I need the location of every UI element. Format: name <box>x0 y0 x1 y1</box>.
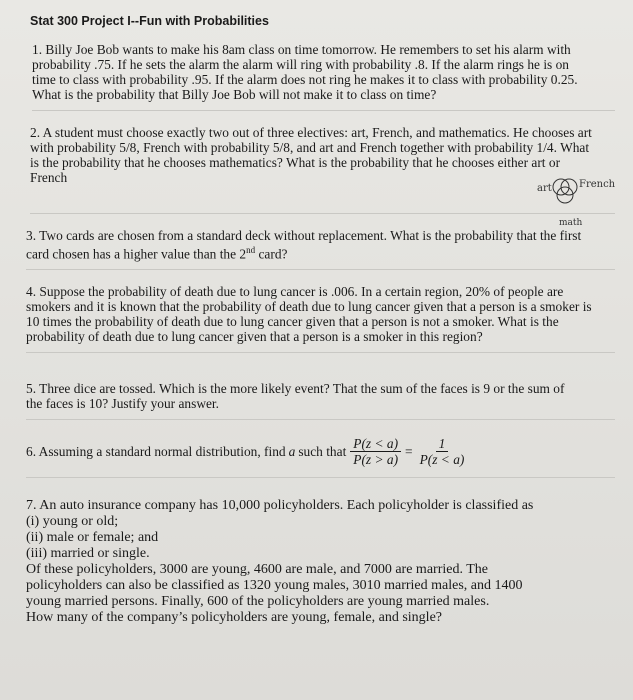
q7-line: (ii) male or female; and <box>26 530 159 546</box>
q6-fraction-left <box>350 436 401 467</box>
q3-text: card chosen has a higher value than the 2 <box>26 246 247 262</box>
q4-line: 4. Suppose the probability of death due to lung cancer is .006. In a certain region, 20% of people are <box>26 284 564 300</box>
q4-line: 10 times the probability of death due to lung cancer given that a person is not a smoker. What is the <box>26 314 559 330</box>
venn-diagram-sketch <box>511 169 621 229</box>
q6-variable: a <box>288 444 296 460</box>
q1-line: probability .75. If he sets the alarm the alarm will ring with probability .8. If the alarm rings he is on <box>32 57 569 72</box>
question-6 <box>26 436 615 478</box>
q3-line-2 <box>26 243 615 261</box>
q2-line: with probability 5/8, French with probability 5/8, and art and French together with probability 1/4. What <box>30 140 590 155</box>
question-2 <box>30 125 616 228</box>
q6-fraction-right <box>417 436 468 467</box>
q2-line: 2. A student must choose exactly two out of three electives: art, French, and mathematics. He chooses art <box>30 125 592 140</box>
q2-line: French <box>30 170 68 185</box>
q5-line: the faces is 10? Justify your answer. <box>26 396 219 412</box>
q4-line: smokers and it is known that the probability of death due to lung cancer given that a person is a smoker is <box>26 299 592 315</box>
q7-line: (i) young or old; <box>26 514 119 530</box>
q6-frac1-num: P(z < a) <box>350 436 401 452</box>
q7-line: policyholders can also be classified as 1320 young males, 3010 married males, and 1400 <box>26 578 523 594</box>
q1-line: 1. Billy Joe Bob wants to make his 8am class on time tomorrow. He remembers to set his alarm with <box>32 42 571 57</box>
question-7 <box>26 498 615 634</box>
venn-label-math: math <box>559 218 583 228</box>
q6-frac2-num: 1 <box>436 436 449 452</box>
q7-line: (iii) married or single. <box>26 546 150 562</box>
q6-mid: such that <box>298 444 347 460</box>
q7-line: 7. An auto insurance company has 10,000 policyholders. Each policyholder is classified as <box>26 498 534 514</box>
q3-superscript: nd <box>246 245 256 255</box>
venn-label-french: French <box>579 179 616 190</box>
q7-line: Of these policyholders, 3000 are young, 4600 are male, and 7000 are married. The <box>26 562 488 578</box>
question-1 <box>32 42 615 111</box>
q4-line: probability of death due to lung cancer given that a person is a smoker in this region? <box>26 329 483 345</box>
q1-line: What is the probability that Billy Joe Bob will not make it to class on time? <box>32 87 437 102</box>
q7-line: young married persons. Finally, 600 of the policyholders are young married males. <box>26 594 490 610</box>
q6-frac1-den: P(z > a) <box>353 452 399 468</box>
question-5 <box>26 381 615 420</box>
q6-prefix: 6. Assuming a standard normal distribution, find <box>26 444 286 460</box>
q6-frac2-den: P(z < a) <box>419 452 465 468</box>
q2-line: is the probability that he chooses mathematics? What is the probability that he chooses either art or <box>30 155 561 170</box>
venn-label-art: art <box>537 183 552 194</box>
question-3 <box>26 228 615 270</box>
q3-line: 3. Two cards are chosen from a standard deck without replacement. What is the probability that the first <box>26 228 582 243</box>
q7-line: How many of the company’s policyholders are young, female, and single? <box>26 610 442 626</box>
q5-line: 5. Three dice are tossed. Which is the more likely event? That the sum of the faces is 9 or the sum of <box>26 381 565 397</box>
page-title: Stat 300 Project I--Fun with Probabilities <box>30 14 269 28</box>
q1-line: time to class with probability .95. If the alarm does not ring he makes it to class with probability 0.25. <box>32 72 578 87</box>
question-4 <box>26 284 615 353</box>
q6-equals: = <box>405 444 413 460</box>
q3-text-end: card? <box>255 246 288 262</box>
